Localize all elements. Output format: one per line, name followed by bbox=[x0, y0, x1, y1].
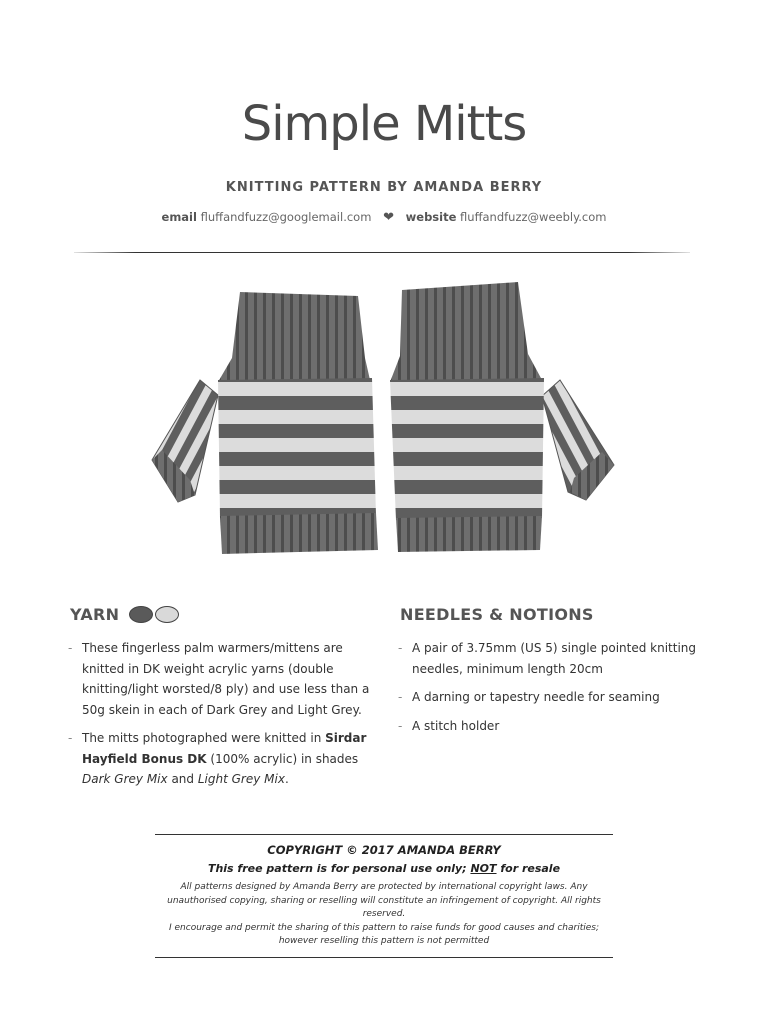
email-label: email bbox=[161, 210, 197, 224]
yarn-item-2: - The mitts photographed were knitted in Sirdar Hayfield Bonus DK (100% acrylic) in shades Dark Grey Mix and Light Grey Mix. bbox=[70, 728, 370, 790]
charity-notice: I encourage and permit the sharing of this pattern to raise funds for good causes and charities; however reselling this pattern is not permitted bbox=[168, 922, 600, 946]
yarn-heading: YARN bbox=[70, 600, 370, 628]
yarn-item-1: - These fingerless palm warmers/mittens are knitted in DK weight acrylic yarns (double knitting/light worsted/8 ply) and use less than a 50g skein in each of Dark Grey and Light Grey. bbox=[70, 638, 370, 720]
needles-heading: NEEDLES & NOTIONS bbox=[400, 604, 594, 624]
needles-section bbox=[400, 600, 700, 744]
needles-item: - A stitch holder bbox=[400, 716, 700, 737]
header-divider bbox=[74, 252, 690, 253]
copyright-line: COPYRIGHT © 2017 AMANDA BERRY bbox=[267, 843, 501, 857]
email-address[interactable]: fluffandfuzz@googlemail.com bbox=[200, 210, 372, 224]
copyright-block bbox=[155, 843, 613, 949]
right-mitt bbox=[390, 282, 614, 552]
copyright-bottom-rule bbox=[155, 957, 613, 958]
pattern-title: Simple Mitts bbox=[241, 96, 527, 152]
copyright-notice: All patterns designed by Amanda Berry are protected by international copyright laws. Any unauthorised copying, sharing or reselling will constitute an infringement of copyright. All rights reserved. bbox=[167, 882, 601, 919]
needles-item: - A pair of 3.75mm (US 5) single pointed knitting needles, minimum length 20cm bbox=[400, 638, 700, 679]
needles-item: - A darning or tapestry needle for seaming bbox=[400, 687, 700, 708]
mitts-photo bbox=[140, 270, 630, 570]
yarn-section bbox=[70, 600, 370, 798]
yarn-swatches bbox=[129, 606, 179, 623]
dark-grey-swatch-icon bbox=[129, 606, 153, 623]
contact-line bbox=[0, 210, 768, 225]
website-address[interactable]: fluffandfuzz@weebly.com bbox=[460, 210, 607, 224]
personal-use-line: This free pattern is for personal use only; NOT for resale bbox=[207, 862, 561, 875]
copyright-top-rule bbox=[155, 834, 613, 835]
pattern-subtitle: KNITTING PATTERN BY AMANDA BERRY bbox=[225, 180, 543, 195]
light-grey-swatch-icon bbox=[155, 606, 179, 623]
website-label: website bbox=[405, 210, 457, 224]
left-mitt bbox=[152, 292, 378, 554]
heart-icon: ❤ bbox=[383, 210, 394, 225]
